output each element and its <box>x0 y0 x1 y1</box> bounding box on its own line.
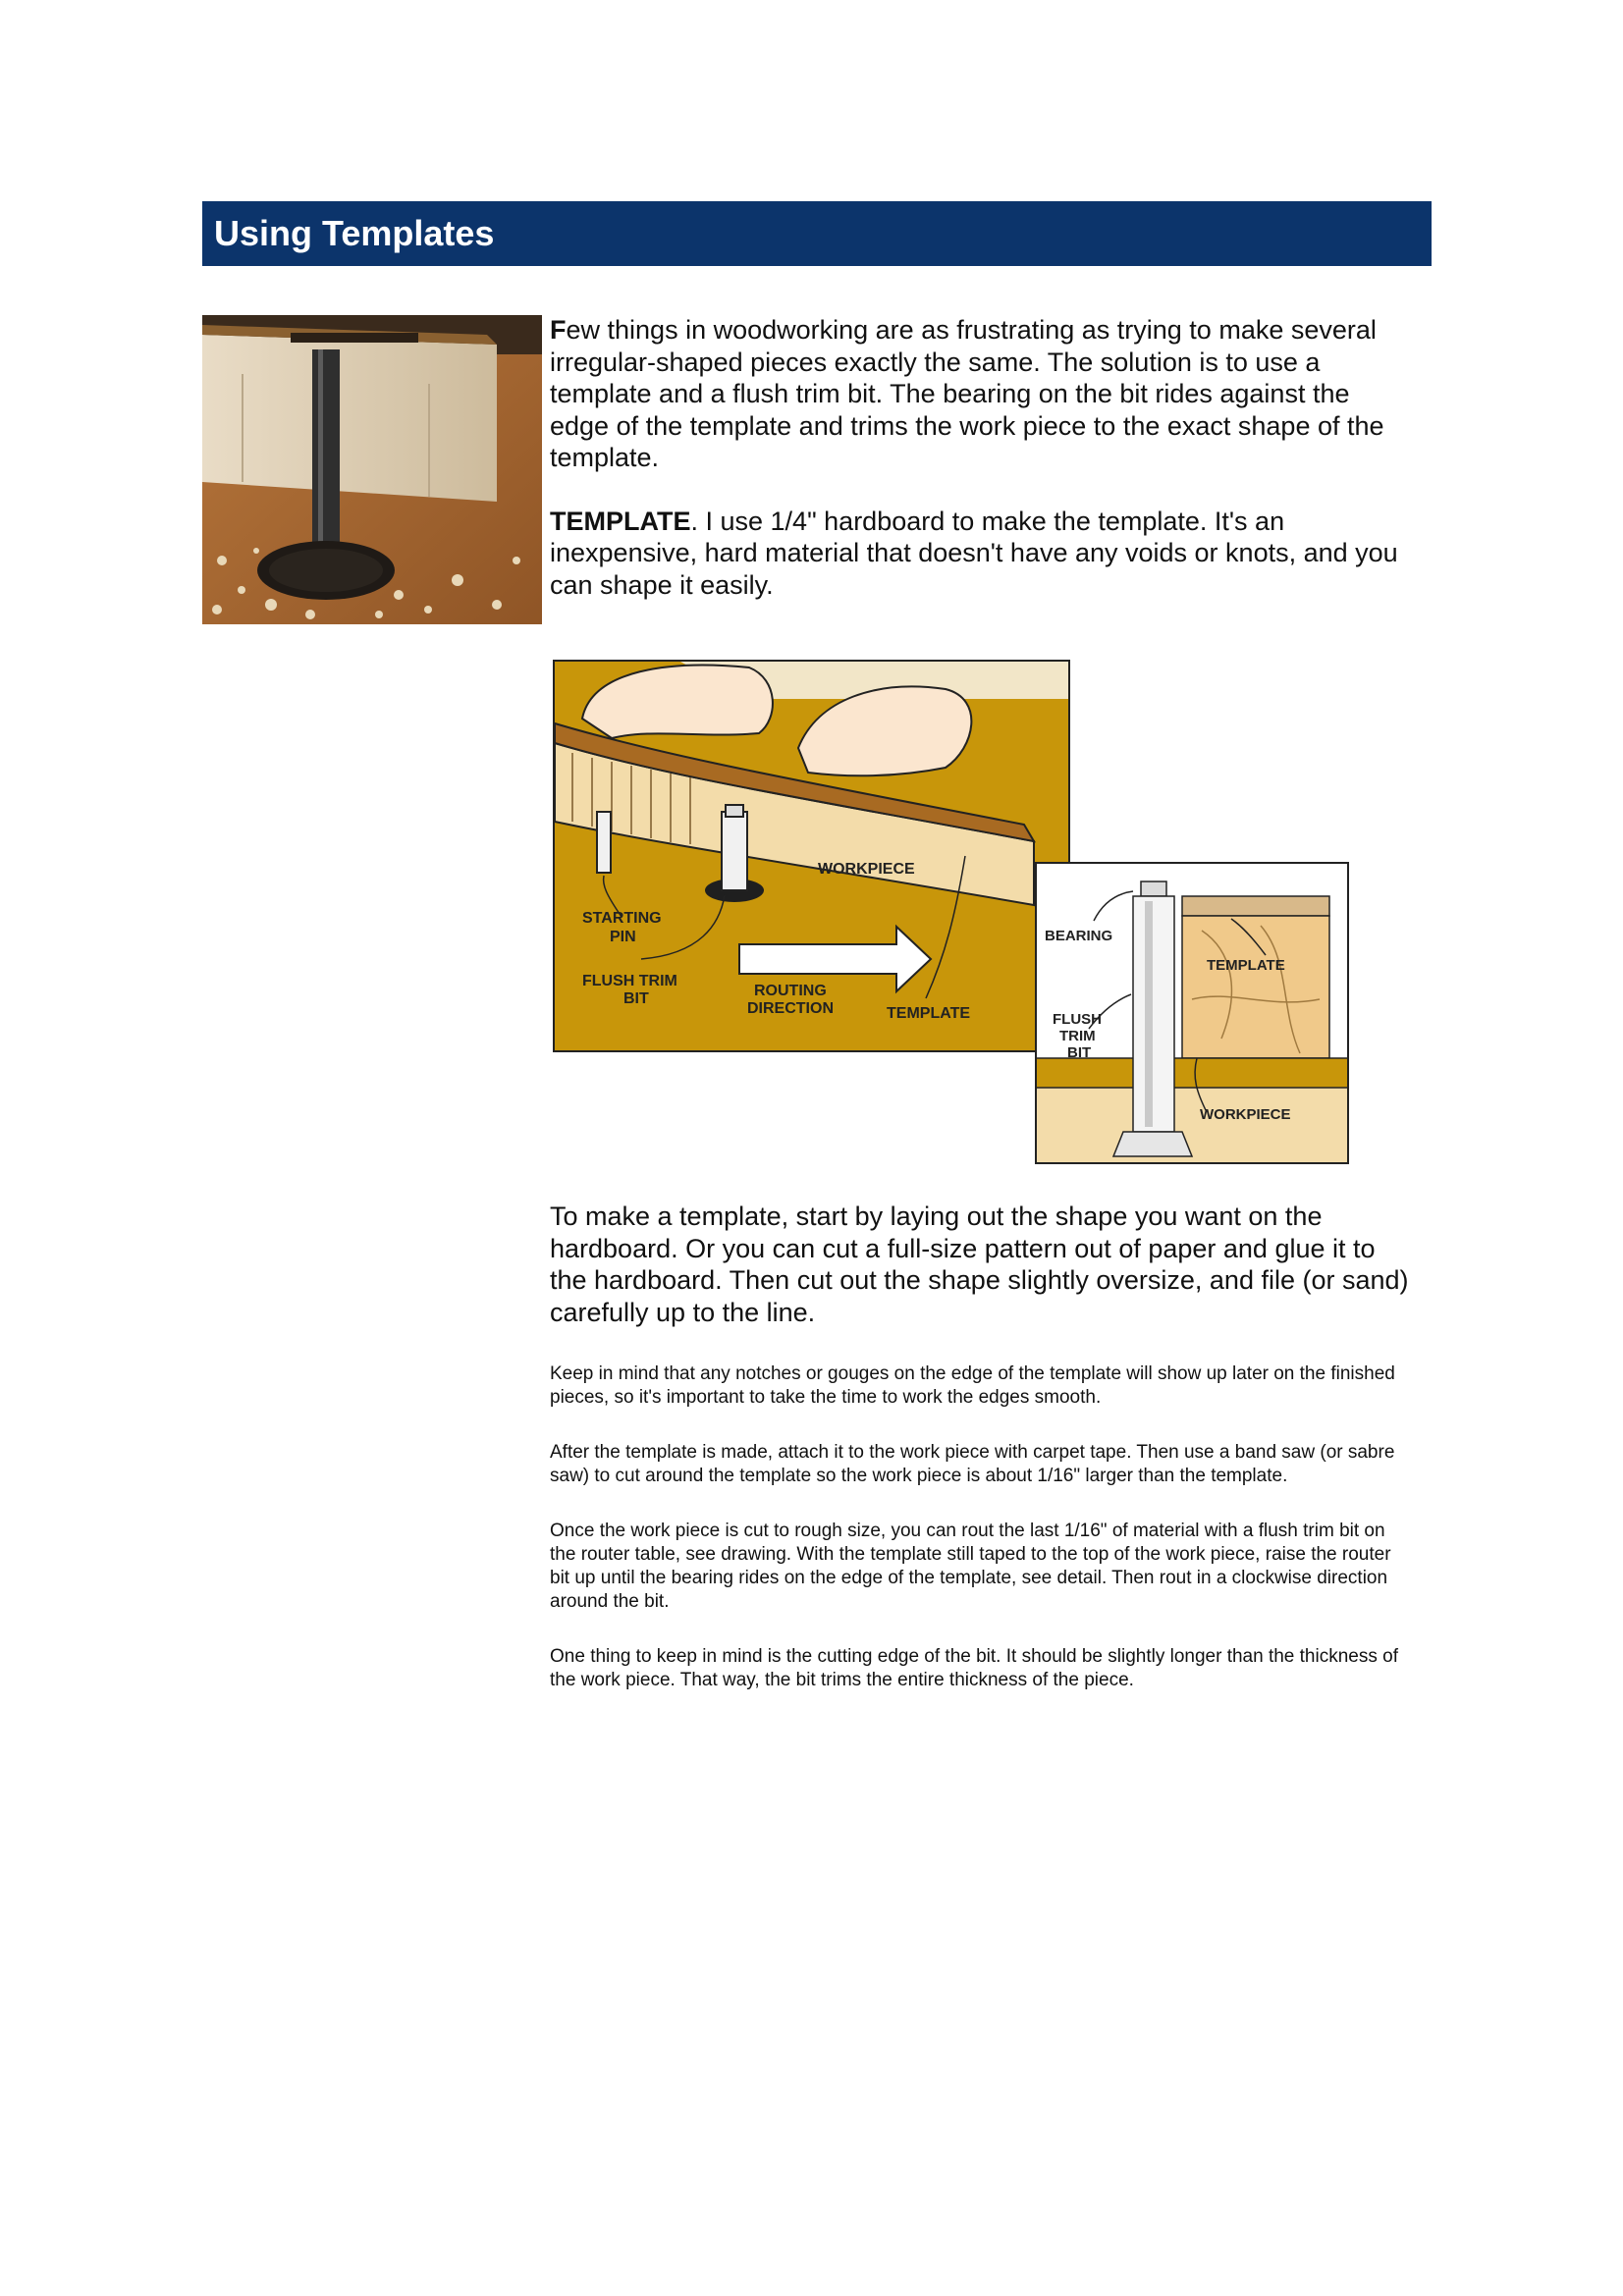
intro-paragraph: ew things in woodworking are as frustrating as trying to make several irregular-shaped pieces exactly the same. The solution is to use a template and a flush trim bit. The bearing on the bit rides against the edge of the template and trims the work piece to the exact shape of the template. <box>550 315 1384 472</box>
detail-label-flush: FLUSH <box>1053 1011 1102 1028</box>
label-starting-pin: STARTING <box>582 910 662 927</box>
body-paragraph-3: Once the work piece is cut to rough size, you can rout the last 1/16" of material with a flush trim bit on the router table, see drawing. With the template still taped to the top of the work piece, raise the router bit up until the bearing rides on the edge of the template, see detail. Then rout in a clockwise direction around the bit. <box>550 1521 1391 1612</box>
body-small-text <box>550 1362 1414 1692</box>
page-title: Using Templates <box>214 213 495 253</box>
detail-drawing <box>1035 862 1349 1164</box>
detail-label-workpiece: WORKPIECE <box>1200 1106 1291 1123</box>
label-starting-pin-2: PIN <box>610 929 636 945</box>
label-flush-trim-2: BIT <box>623 990 649 1007</box>
body-paragraph-1: Keep in mind that any notches or gouges on the edge of the template will show up later on the finished pieces, so it's important to take the time to work the edges smooth. <box>550 1363 1395 1408</box>
body-paragraph-large: To make a template, start by laying out the shape you want on the hardboard. Or you can cut a full-size pattern out of paper and glue it to the hardboard. Then cut out the shape slightly oversize, and file (or sand) carefully up to the line. <box>550 1201 1409 1327</box>
body-paragraph-4: One thing to keep in mind is the cutting edge of the bit. It should be slightly longer than the thickness of the work piece. That way, the bit trims the entire thickness of the piece. <box>550 1646 1398 1690</box>
label-routing: ROUTING <box>754 983 827 999</box>
routing-drawing <box>553 660 1070 1052</box>
intro-text <box>550 314 1414 601</box>
body-paragraph-2: After the template is made, attach it to the work piece with carpet tape. Then use a band saw (or sabre saw) to cut around the template so the work piece is about 1/16" larger than the template. <box>550 1442 1395 1486</box>
label-template: TEMPLATE <box>887 1005 971 1022</box>
body-large-text <box>550 1201 1414 1328</box>
detail-label-trim: TRIM <box>1059 1028 1096 1044</box>
template-paragraph: . I use 1/4" hardboard to make the template. It's an inexpensive, hard material that doesn't have any voids or knots, and you can shape it easily. <box>550 506 1398 600</box>
drop-letter: F <box>550 315 567 345</box>
label-flush-trim: FLUSH TRIM <box>582 973 677 989</box>
template-label: TEMPLATE <box>550 506 691 536</box>
detail-label-bearing: BEARING <box>1045 928 1113 944</box>
detail-label-bit: BIT <box>1067 1044 1092 1061</box>
section-header <box>202 201 1432 266</box>
label-routing-direction: DIRECTION <box>747 1000 834 1017</box>
router-photo <box>202 315 542 624</box>
label-workpiece: WORKPIECE <box>818 861 915 878</box>
detail-label-template: TEMPLATE <box>1207 957 1285 974</box>
